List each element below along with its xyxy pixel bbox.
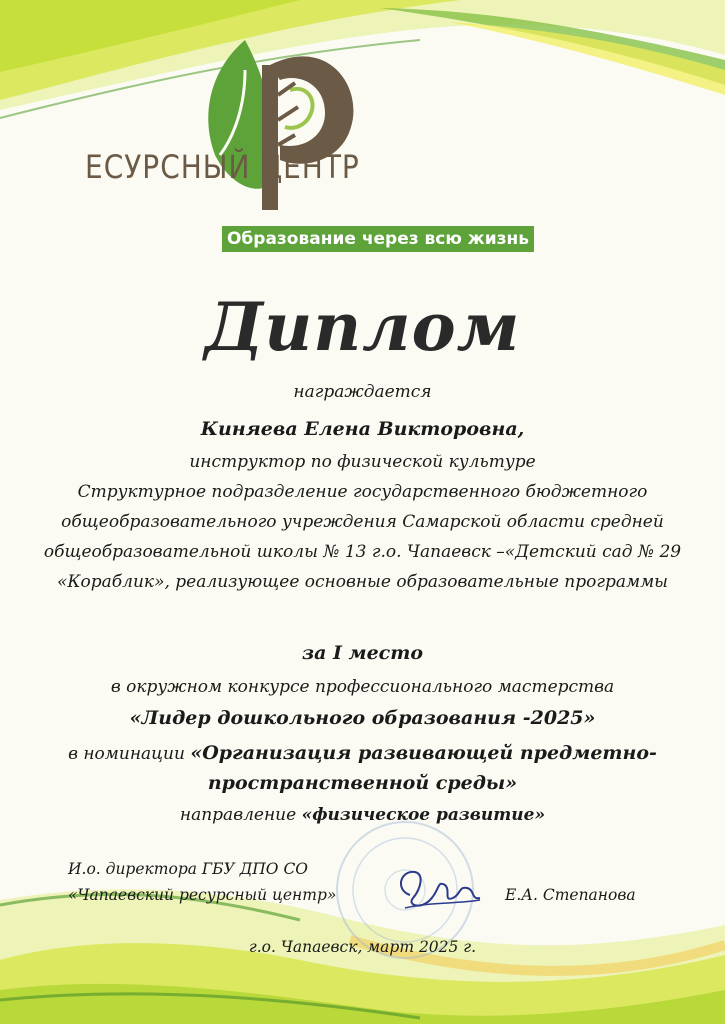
handwritten-signature [385, 860, 485, 920]
logo-word: ЕСУРСНЫЙ ЦЕНТР [85, 148, 360, 186]
nomination-title-2: пространственной среды» [207, 772, 518, 794]
diploma-title: Диплом [204, 288, 521, 366]
nomination-line [0, 742, 725, 764]
contest-line: в окружном конкурсе профессионального мастерства [110, 677, 615, 697]
org-line: общеобразовательной школы № 13 г.о. Чапаевск –«Детский сад № 29 [43, 542, 682, 562]
org-line: общеобразовательного учреждения Самарской области средней [61, 512, 664, 532]
awarded-text: награждается [293, 382, 432, 402]
nomination-prefix: в номинации [68, 744, 191, 764]
logo-tagline: Образование через всю жизнь [222, 226, 534, 252]
place-date: г.о. Чапаевск, март 2025 г. [248, 938, 477, 956]
place-text: за I место [301, 642, 424, 664]
contest-name: «Лидер дошкольного образования -2025» [129, 707, 596, 729]
recipient-position: инструктор по физической культуре [189, 452, 536, 472]
signatory-role-2: «Чапаевский ресурсный центр» [68, 886, 337, 904]
org-line: «Кораблик», реализующее основные образовательные программы [56, 572, 669, 592]
nomination-title-1: «Организация развивающей предметно- [190, 742, 657, 764]
direction-prefix: направление [179, 805, 302, 825]
signatory-name: Е.А. Степанова [505, 886, 636, 904]
org-line: Структурное подразделение государственного бюджетного [77, 482, 648, 502]
direction-value: «физическое развитие» [301, 805, 546, 825]
signatory-role-1: И.о. директора ГБУ ДПО СО [68, 860, 309, 878]
logo-emblem [200, 35, 550, 255]
recipient-name: Киняева Елена Викторовна, [200, 418, 525, 440]
